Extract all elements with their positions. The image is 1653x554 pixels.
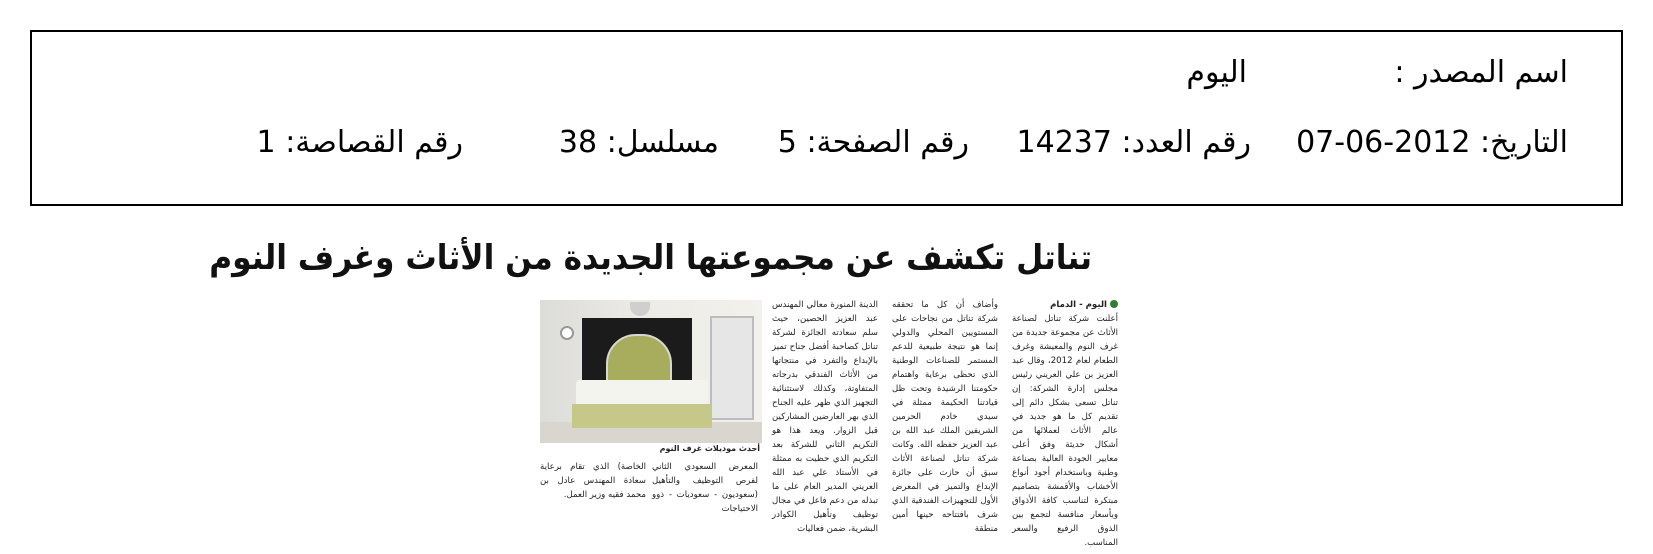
issue-value: 14237 <box>1016 125 1112 160</box>
clip-label: رقم القصاصة: <box>285 125 463 160</box>
issue-field <box>1016 125 1251 160</box>
source-label: اسم المصدر : <box>1394 55 1568 90</box>
article-column-2 <box>892 298 998 534</box>
photo-headboard <box>606 334 672 386</box>
article-column-5 <box>652 460 758 514</box>
page-label: رقم الصفحة: <box>806 125 969 160</box>
bedroom-photo <box>540 300 762 443</box>
clipping-header-box <box>30 30 1623 206</box>
chandelier-icon <box>630 302 650 316</box>
serial-field <box>558 125 719 160</box>
date-value: 2012-06-07 <box>1296 125 1471 160</box>
column-3-text: الذي تقام برعاية سعادة المهندس عادل بن محمد فقيه وزير العمل. <box>540 462 646 500</box>
date-label: التاريخ: <box>1480 125 1568 160</box>
date-field <box>1296 125 1568 160</box>
photo-caption: أحدث موديلات غرف النوم <box>659 444 760 453</box>
clip-value: 1 <box>256 125 276 160</box>
byline-text: اليوم - الدمام <box>1050 300 1107 310</box>
byline-dot-icon <box>1110 300 1118 308</box>
page-value: 5 <box>777 125 797 160</box>
column-5-text: المعرض السعودي الثاني لفرص التوظيف والتأهيل (سعوديون - سعوديات - ذوو الاحتياجات <box>652 462 758 514</box>
source-value: اليوم <box>1186 55 1247 90</box>
clip-field <box>256 125 463 160</box>
column-4-text: الدينة المنورة معالي المهندس عبد العزيز الحصين، حيث سلم سعادته الجائزة لشركة تناتل كصاحبة أفضل جناح تميز بالإبداع والتفرد في منتجاتها من الأثاث الفندقي بدرجاته المتفاوتة، وكذلك لاستثنائية التجهيز الذي ظهر عليه الجناح الذي بهر العارضين المشاركين قبل الزوار. ويعد هذا هو التكريم الثاني للشركة بعد التكريم الذي حظيت به ممثلة في الأستاذ علي عبد الله العريني المدير العام على ما تبذله من دعم فاعل في مجال توظيف وتأهيل الكوادر البشرية، ضمن فعاليات <box>772 300 878 534</box>
serial-value: 38 <box>558 125 598 160</box>
page-field <box>777 125 969 160</box>
issue-label: رقم العدد: <box>1121 125 1251 160</box>
column-6-text: الخاصة) <box>617 462 647 472</box>
photo-bed-skirt <box>572 404 712 428</box>
article-headline: تناتل تكشف عن مجموعتها الجديدة من الأثاث وغرف النوم <box>209 238 1092 278</box>
column-1-text: أعلنت شركة تناتل لصناعة الأثاث عن مجموعة جديدة من غرف النوم والمعيشة وغرف الطعام لعام 2012، وقال عبد العزيز بن علي العريني رئيس مجلس إدارة الشركة: إن تناتل تسعى بشكل دائم إلى تقديم كل ما هو جديد في عالم الأثاث لعملائها من أشكال حديثة وفق أعلى معايير الجودة العالية بصناعة وطنية وباستخدام أجود أنواع الأخشاب والأقمشة بتصاميم مبتكرة لتناسب كافة الأذواق وبأسعار منافسة لتجمع بين الذوق الرفيع والسعر المناسب. <box>1012 314 1118 548</box>
column-2-text: وأضاف أن كل ما تحققه شركة تناتل من نجاحات على المستويين المحلي والدولي إنما هو نتيجة طبيعية للدعم المستمر للصناعات الوطنية الذي تحظى برعاية واهتمام حكومتنا الرشيدة وتحت ظل قيادتنا الحكيمة ممثلة في سيدي خادم الحرمين الشريفين الملك عبد الله بن عبد العزيز حفظه الله. وكانت شركة تناتل لصناعة الأثاث سبق أن حازت على جائزة الإبداع والتميز في المعرض الأول للتجهيزات الفندقية الذي شرف بافتتاحه حينها أمين منطقة <box>892 300 998 534</box>
serial-label: مسلسل: <box>606 125 719 160</box>
article-column-3 <box>540 460 646 502</box>
wall-lamp-icon <box>560 326 574 340</box>
article-column-1 <box>1012 298 1118 548</box>
article-column-4 <box>772 298 878 534</box>
article-byline <box>1012 298 1118 312</box>
photo-mirror <box>710 316 754 420</box>
